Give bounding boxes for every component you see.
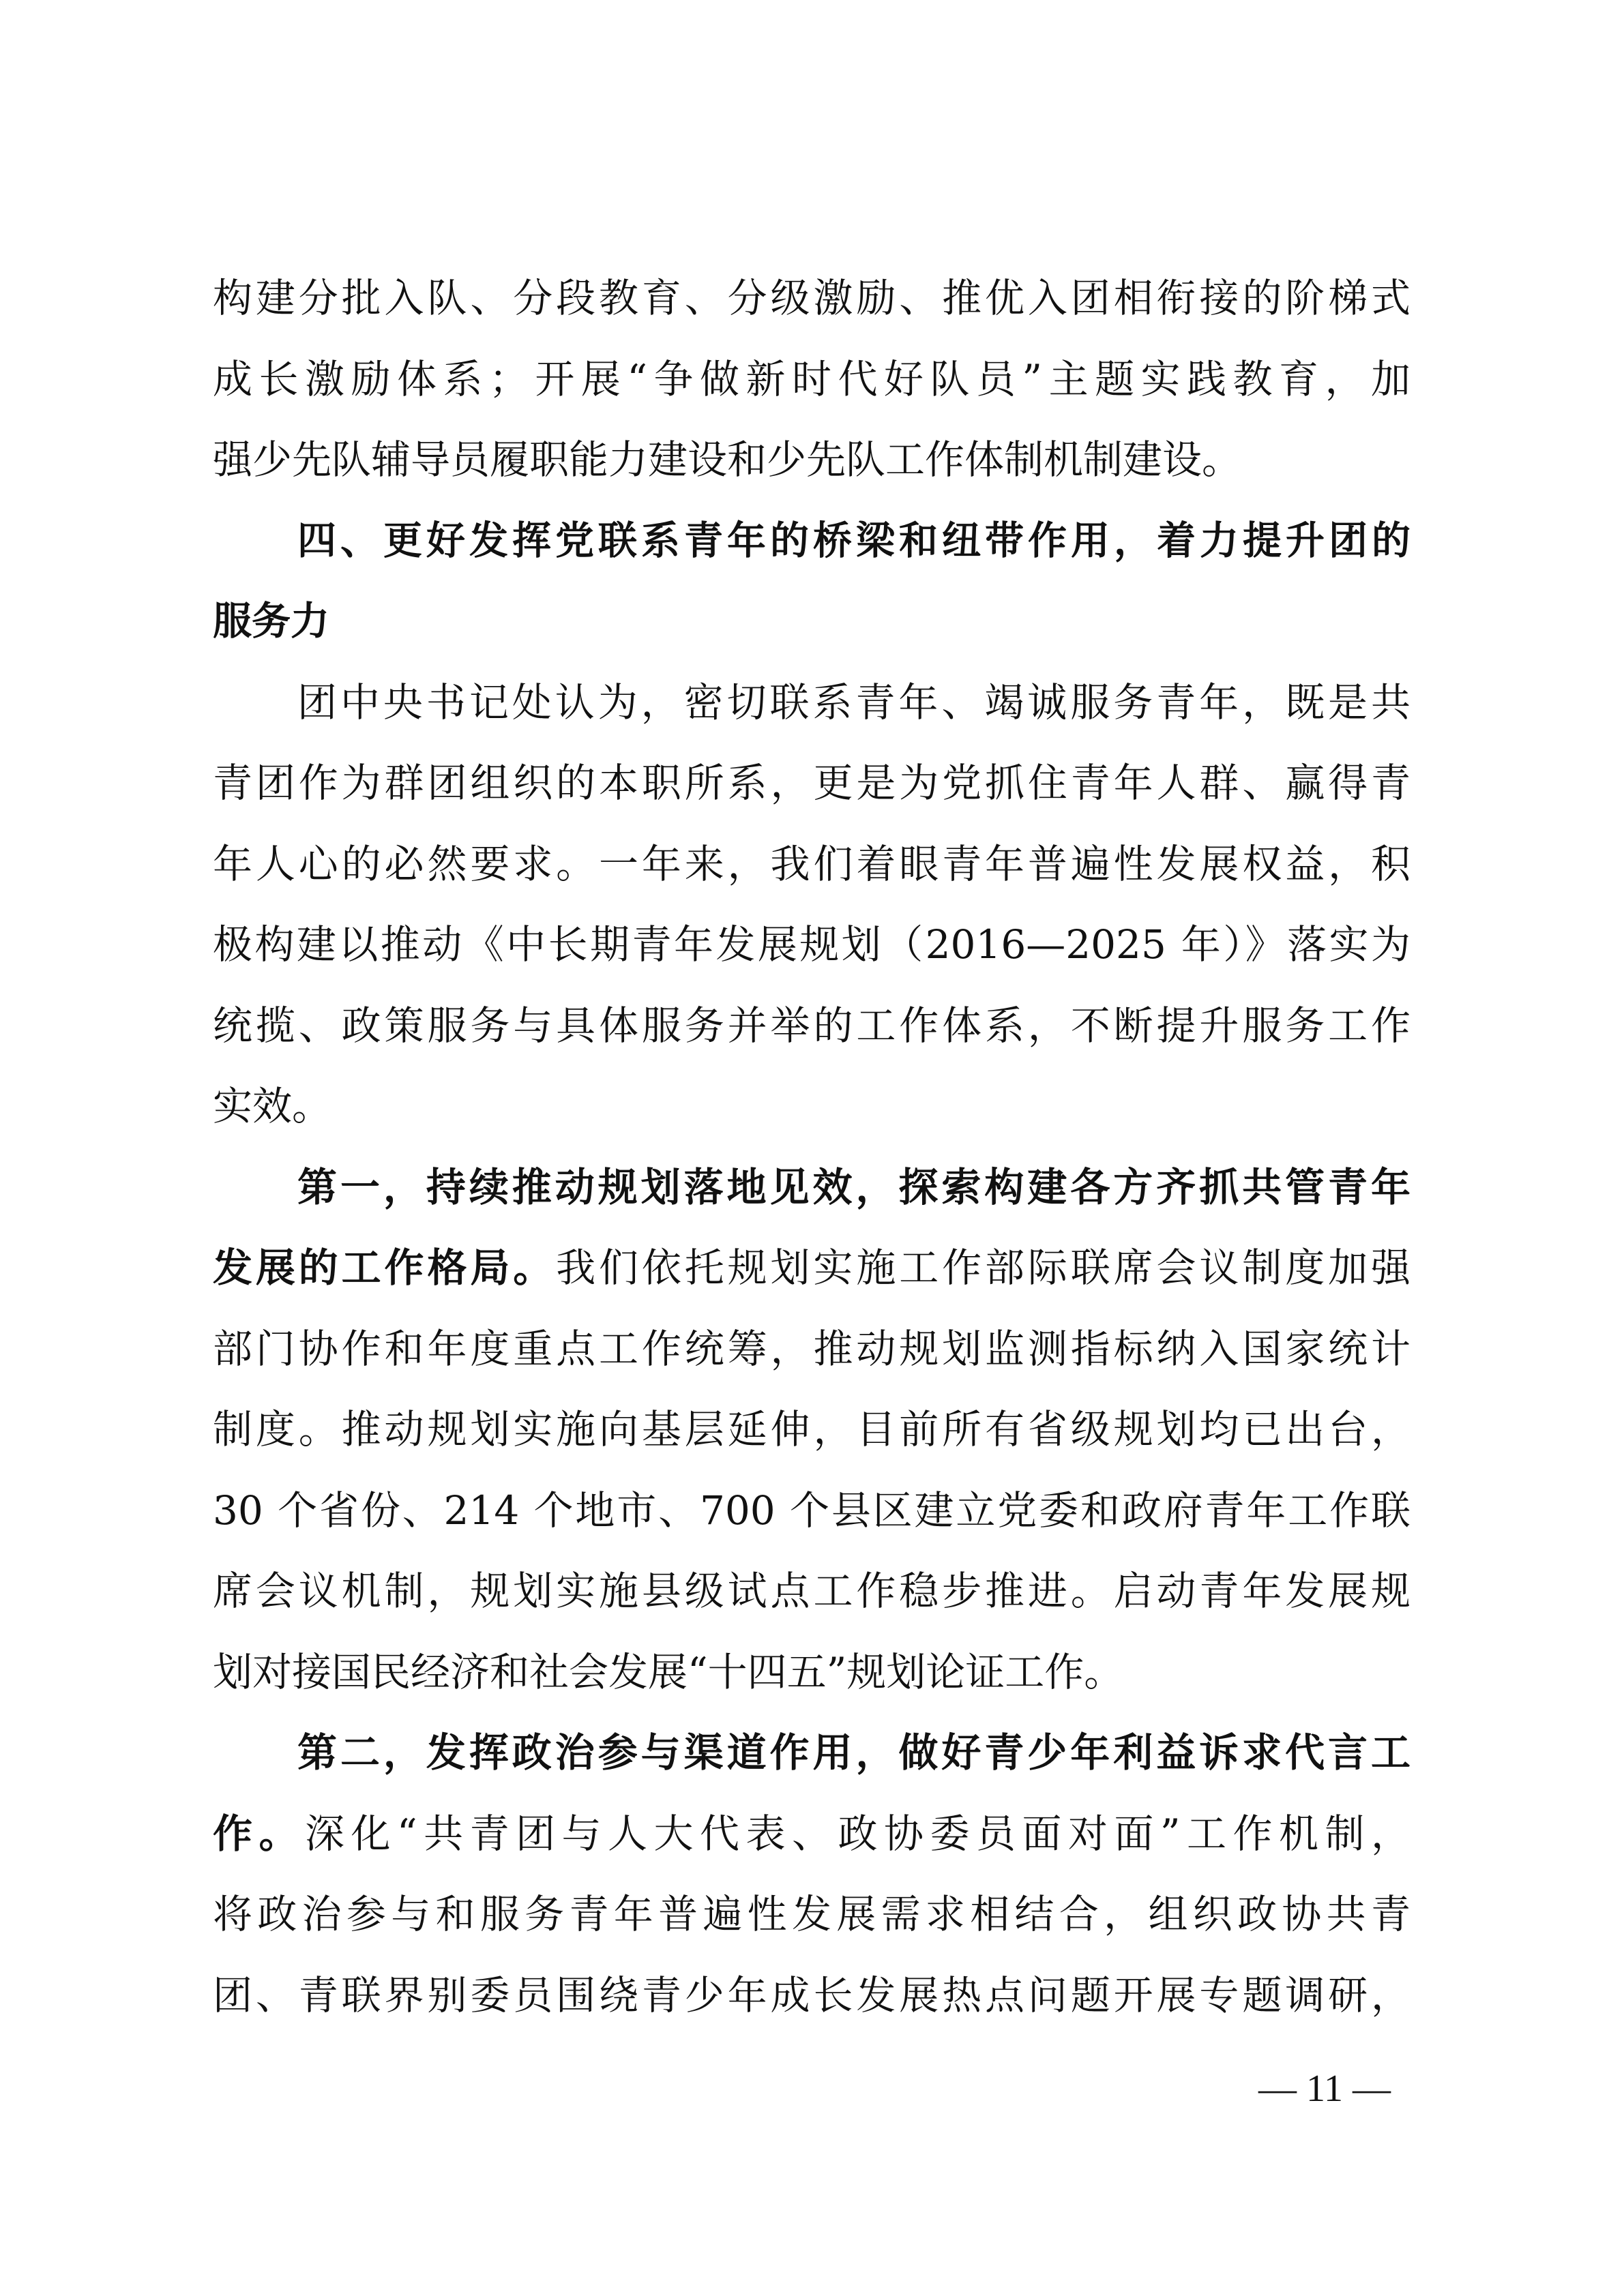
text-line: 青团作为群团组织的本职所系，更是为党抓住青年人群、赢得青 [213,760,1411,806]
text-line: 将政治参与和服务青年普遍性发展需求相结合，组织政协共青 [213,1891,1411,1937]
page-number: — 11 — [1258,2068,1391,2110]
text-line: 部门协作和年度重点工作统筹，推动规划监测指标纳入国家统计 [213,1325,1411,1372]
text-line: 成长激励体系；开展“争做新时代好队员”主题实践教育，加 [213,355,1411,402]
text-line: 极构建以推动《中长期青年发展规划（2016—2025 年）》落实为 [213,921,1411,968]
text-line: 30 个省份、214 个地市、700 个县区建立党委和政府青年工作联 [213,1487,1411,1534]
text-line [213,1227,1411,1309]
text-line: 团中央书记处认为，密切联系青年、竭诚服务青年，既是共 [297,679,1411,726]
section-heading-line: 四、更好发挥党联系青年的桥梁和纽带作用，着力提升团的 [297,518,1411,563]
section-heading-line: 服务力 [213,599,329,644]
body-text [213,258,1411,2036]
text-fragment: 我们依托规划实施工作部际联席会议制度加强 [556,1244,1411,1291]
text-line: 年人心的必然要求。一年来，我们着眼青年普遍性发展权益，积 [213,840,1411,887]
text-line: 构建分批入队、分段教育、分级激励、推优入团相衔接的阶梯式 [213,275,1411,321]
lead-sentence-end: 发展的工作格局。 [213,1244,557,1291]
lead-sentence-line: 第二，发挥政治参与渠道作用，做好青少年利益诉求代言工 [297,1729,1411,1776]
text-line: 划对接国民经济和社会发展“十四五”规划论证工作。 [213,1648,1124,1695]
text-line: 制度。推动规划实施向基层延伸，目前所有省级规划均已出台， [213,1406,1411,1452]
text-fragment: 深化“共青团与人大代表、政协委员面对面”工作机制， [304,1810,1411,1857]
lead-sentence-line: 第一，持续推动规划落地见效，探索构建各方齐抓共管青年 [297,1163,1411,1210]
text-line: 实效。 [213,1083,332,1129]
text-line: 席会议机制，规划实施县级试点工作稳步推进。启动青年发展规 [213,1568,1411,1614]
text-line: 团、青联界别委员围绕青少年成长发展热点问题开展专题调研， [213,1971,1411,2018]
text-line: 统揽、政策服务与具体服务并举的工作体系，不断提升服务工作 [213,1002,1411,1049]
text-line [213,1793,1411,1875]
text-line: 强少先队辅导员履职能力建设和少先队工作体制机制建设。 [213,436,1242,483]
lead-sentence-end: 作。 [213,1810,305,1857]
